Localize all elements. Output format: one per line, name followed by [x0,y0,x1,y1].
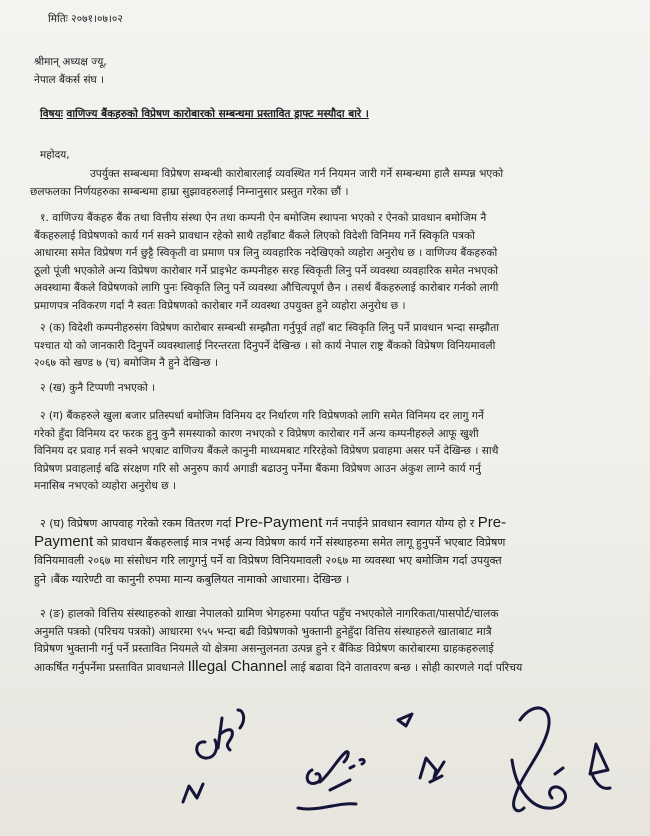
signatures-area [0,690,650,836]
point-line: २०६७ को खण्ड ७ (च) बमोजिम नै हुने देखिन्छ । [34,357,219,369]
intro-line: छलफलका निर्णयहरुका सम्बन्धमा हाम्रा सुझावहरुलाई निम्नानुसार प्रस्तुत गरेका छौं । [30,185,349,198]
signature-4 [512,708,566,811]
text-segment: को प्रावधान बैंकहरुलाई मात्र नभई अन्य विप्रेषण कार्य गर्ने संस्थाहरुमा समेत लागू हुनुपर्ने भएबाट विप्रेषण [93,536,506,549]
point-line: गरेको हुँदा विनिमय दर फरक हुनु कुनै समस्याको कारण नभएको र विप्रेषण कारोबार गर्ने अन्य कम्पनीहरुले आफू खुशी [34,427,479,440]
english-term: Payment [34,533,94,550]
point-line: पश्चात यो को जानकारी दिनुपर्ने व्यवस्थालाई निरन्तरता दिनुपर्ने देखिन्छ । सो कार्य नेपाल राष्ट्र बैंकको विप्रेषण विनियमावली [34,339,496,352]
signature-2 [298,752,364,809]
point-line: अनुमति पत्रको (परिचय पत्रको) आधारमा ९५५ भन्दा बढी विप्रेषणको भुक्तानी हुनेहुँदा वित्तिय संस्थाहरुले खाताबाट मात्रै [34,624,492,638]
point-line: २ (ङ) हालको वित्तिय संस्थाहरुको शाखा नेपालको ग्रामिण भेगहरुमा पर्याप्त पहुँच नभएकोले नागरिकता/पासपोर्ट/चालक [40,607,499,620]
point-line: ठूलो पूंजी भएकोले अन्य विप्रेषण कारोबार गर्ने प्राइभेट कम्पनीहरु सरह स्विकृती लिनु पर्ने व्यवस्था व्यवहारिक समेत नभएको [34,264,498,277]
point-line [34,513,618,532]
point-paragraph [34,513,618,589]
point-paragraph [34,408,618,496]
english-term: Pre- [477,514,507,531]
text-segment: लाई बढावा दिने वातावरण बन्छ । सोही कारणले गर्दा परिचय [286,660,523,674]
point-paragraph [34,210,618,315]
point-line: २ (क) विदेशी कम्पनीहरुसंग विप्रेषण कारोबार सम्बन्धी सम्झौता गर्नुपूर्व तहाँ बाट स्विकृति लिनु पर्ने प्रावधान भन्दा सम्झौता [40,322,499,334]
signature-1 [183,710,244,802]
point-line: विप्रेषण भुक्तानी गर्नु पर्ने प्रस्तावित नियमले यो क्षेत्रमा असन्तुलनता उत्पन्न हुने र बैंकिङ विप्रेषण कारोबारमा ग्राहकहरुलाई [34,642,494,655]
letter-date: मितिः २०७१।०७।०२ [48,13,123,25]
salutation: महोदय, [40,149,70,161]
point-paragraph [34,380,618,398]
point-line: अवस्थामा बैंकले विप्रेषणको लागि पुनः स्विकृति लिनु पर्ने व्यवस्था औचित्यपूर्ण छैन । तसर्थ बैंकहरुलाई कारोबार गर्नको लागी [34,282,499,294]
recipient-organization: नेपाल बैंकर्स संघ । [34,74,105,86]
point-line: १. वाणिज्य बैंकहरु बैंक तथा वित्तीय संस्था ऐन तथा कम्पनी ऐन बमोजिम स्थापना भएको र ऐनको प्रावधान बमोजिम नै [40,212,487,224]
subject-label: विषयः [40,108,63,120]
point-line: हुने ।बैंक ग्यारेण्टी वा कानुनी रुपमा मान्य कबुलियत नामाको आधारमा। देखिन्छ । [34,573,350,586]
intro-line: उपर्युक्त सम्बन्धमा विप्रेषण सम्बन्धी कारोबारलाई व्यवस्थित गर्न नियमन जारी गर्ने सम्बन्धमा हालै सम्पन्न भएको [90,168,504,180]
point-line: विनियमावली २०६७ मा संसोधन गरि लागुगर्नु पर्ने वा विप्रेषण विनियमावली २०६७ मा व्यवस्था भए बमोजिम गर्दा उपयुक्त [34,554,502,567]
recipient-title: श्रीमान् अध्यक्ष ज्यू, [34,56,107,68]
signature-3 [398,714,444,782]
text-segment: गर्न नपाईने प्रावधान स्वागत योग्य हो र [322,517,478,530]
intro-paragraph [30,166,614,201]
english-term: Pre-Payment [234,514,323,531]
point-line: २ (ग) बैंकहरुले खुला बजार प्रतिस्पर्धा बमोजिम विनिमय दर निर्धारण गरि विप्रेषणको लागि समेत विनिमय दर लागु गर्ने [40,410,484,422]
point-line: प्रमाणपत्र नविकरण गर्दा नै स्वतः विप्रेषणको कारोबार गर्ने व्यवस्था उपयुक्त हुने व्यहोरा अनुरोध छ । [34,299,406,312]
text-segment: आकर्षित गर्नुपर्नेमा प्रस्तावित प्रावधानले [34,660,188,674]
english-term: Illegal Channel [187,657,287,675]
point-line: आधारमा समेत विप्रेषण गर्न छुट्टै स्विकृती वा प्रमाण पत्र लिनु व्यवहारिक नदेखिएको व्यहोरा अनुरोध छ । वाणिज्य बैंकहरुको [34,247,498,259]
point-line: विनिमय दर प्रवाह गर्न सक्ने भएबाट वाणिज्य बैंकले कानुनी माध्यमबाट गरिरहेको विप्रेषण प्रवाहमा असर पर्ने देखिन्छ । साथै [34,445,499,457]
point-paragraph [34,320,618,373]
point-line: बैंकहरुलाई विप्रेषणको कार्य गर्न सक्ने प्रावधान रहेको साथै तहाँबाट बैंकले लिएको विदेशी विनिमय गर्ने स्विकृति पत्रको [34,229,475,242]
signature-5 [590,744,610,788]
point-line [34,658,618,676]
subject-line [40,107,620,121]
point-line: विप्रेषण प्रवाहलाई बढि संरक्षण गरि सो अनुरुप कार्य अगाडी बढाउनु पर्नेमा बैंकमा विप्रेषण आउन अंकुश लाग्ने कार्य गर्नु [34,462,481,475]
point-line: २ (ख) कुनै टिप्पणी नभएको । [40,382,156,394]
text-segment: २ (घ) विप्रेषण आपवाह गरेको रकम वितरण गर्दा [40,517,235,530]
point-line [34,532,618,551]
subject-text: वाणिज्य बैंकहरुको विप्रेषण कारोबारको सम्बन्धमा प्रस्तावित ड्राफ्ट मस्यौदा बारे । [66,108,369,120]
point-line: मनासिब नभएको व्यहोरा अनुरोध छ । [34,480,177,492]
point-paragraph [34,605,618,675]
